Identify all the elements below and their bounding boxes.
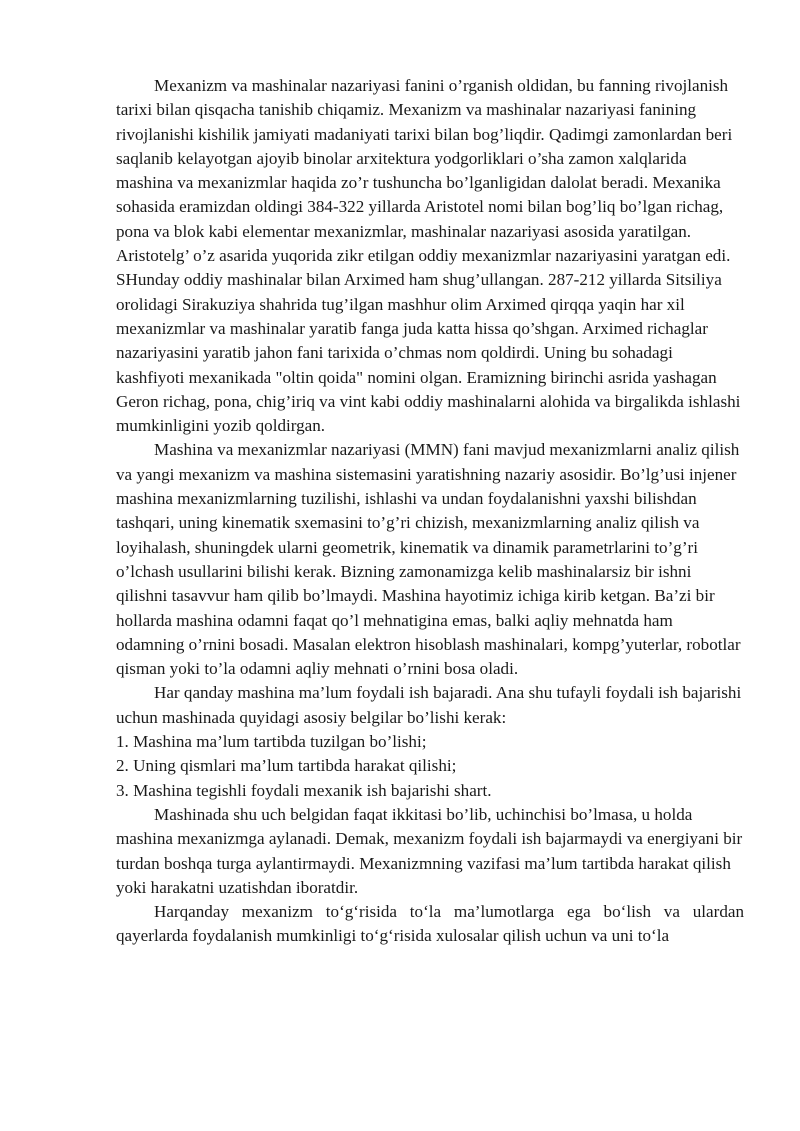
list-item-1: 1. Mashina ma’lum tartibda tuzilgan bo’lishi; [116, 732, 427, 752]
list-item-3: 3. Mashina tegishli foydali mexanik ish bajarishi shart. [116, 780, 492, 800]
paragraph-history: Mexanizm va mashinalar nazariyasi fanini o’rganish oldidan, bu fanning rivojlanish tarixi bilan qisqacha tanishib chiqamiz. Mexanizm va mashinalar nazariyasi fanining rivojlanishi kishilik jamiyati madaniyati tarixi bilan bog’liqdir. Qadimgi zamonlardan beri saqlanib kelayotgan ajoyib binolar arxitektura yodgorliklari o’sha zamon xalqlarida mashina va mexanizmlar haqida zo’r tushuncha bo’lganligidan dalolat beradi. Mexanika sohasida eramizdan oldingi 384-322 yillarda Aristotel nomi bilan bog’liq bo’lgan richag, pona va blok kabi elementar mexanizmlar, mashinalar nazariyasi asosida yaratilgan. Aristotelg’ o’z asarida yuqorida zikr etilgan oddiy mexanizmlar nazariyasini yaratgan edi. SHunday oddiy mashinalar bilan Arximed ham shug’ullangan. 287-212 yillarda Sitsiliya orolidagi Sirakuziya shahrida tug’ilgan mashhur olim Arximed qirqqa yaqin har xil mexanizmlar va mashinalar yaratib fanga juda katta hissa qo’shgan. Arximed richaglar nazariyasini yaratib jahon fani tarixida o’chmas nom qoldirdi. Uning bu sohadagi kashfiyoti mexanikada "oltin qoida" nomini olgan. Eramizning birinchi asrida yashagan Geron richag, pona, chig’iriq va vint kabi oddiy mashinalarni alohida va birgalikda ishlashi mumkinligini yozib qoldirgan. [116, 76, 741, 436]
paragraph-mechanism-definition: Mashinada shu uch belgidan faqat ikkitasi bo’lib, uchinchisi bo’lmasa, u holda mashina mexanizmga aylanadi. Demak, mexanizm foydali ish bajarmaydi va energiyani bir turdan boshqa turga aylantirmaydi. Mexanizmning vazifasi ma’lum tartibda harakat qilish yoki harakatni uzatishdan iboratdir. [116, 804, 743, 897]
paragraph-continuation: Harqanday mexanizm to‘g‘risida to‘la ma’lumotlarga ega bo‘lish va ulardan qayerlarda foydalanish mumkinligi to‘g‘risida xulosalar qilish uchun va uni to‘la [116, 902, 744, 946]
document-body [116, 74, 744, 949]
paragraph-machine-features: Har qanday mashina ma’lum foydali ish bajaradi. Ana shu tufayli foydali ish bajarishi uchun mashinada quyidagi asosiy belgilar bo’lishi kerak: [116, 683, 742, 727]
paragraph-mmn-theory: Mashina va mexanizmlar nazariyasi (MMN) fani mavjud mexanizmlarni analiz qilish va yangi mexanizm va mashina sistemasini yaratishning nazariy asosidir. Bo’lg’usi injener mashina mexanizmlarning tuzilishi, ishlashi va undan foydalanishni yaxshi bilishdan tashqari, uning kinematik sxemasini to’g’ri chizish, mexanizmlarning analiz qilish va loyihalash, shuningdek ularni geometrik, kinematik va dinamik parametrlarini to’g’ri o’lchash usullarini bilishi kerak. Bizning zamonamizga kelib mashinalarsiz bir ishni qilishni tasavvur ham qilib bo’lmaydi. Mashina hayotimiz ichiga kirib ketgan. Ba’zi bir hollarda mashina odamni faqat qo’l mehnatigina emas, balki aqliy mehnatda ham odamning o’rnini bosadi. Masalan elektron hisoblash mashinalari, kompg’yuterlar, robotlar qisman yoki to’la odamni aqliy mehnati o’rnini bosa oladi. [116, 440, 741, 679]
list-item-2: 2. Uning qismlari ma’lum tartibda harakat qilishi; [116, 756, 457, 776]
